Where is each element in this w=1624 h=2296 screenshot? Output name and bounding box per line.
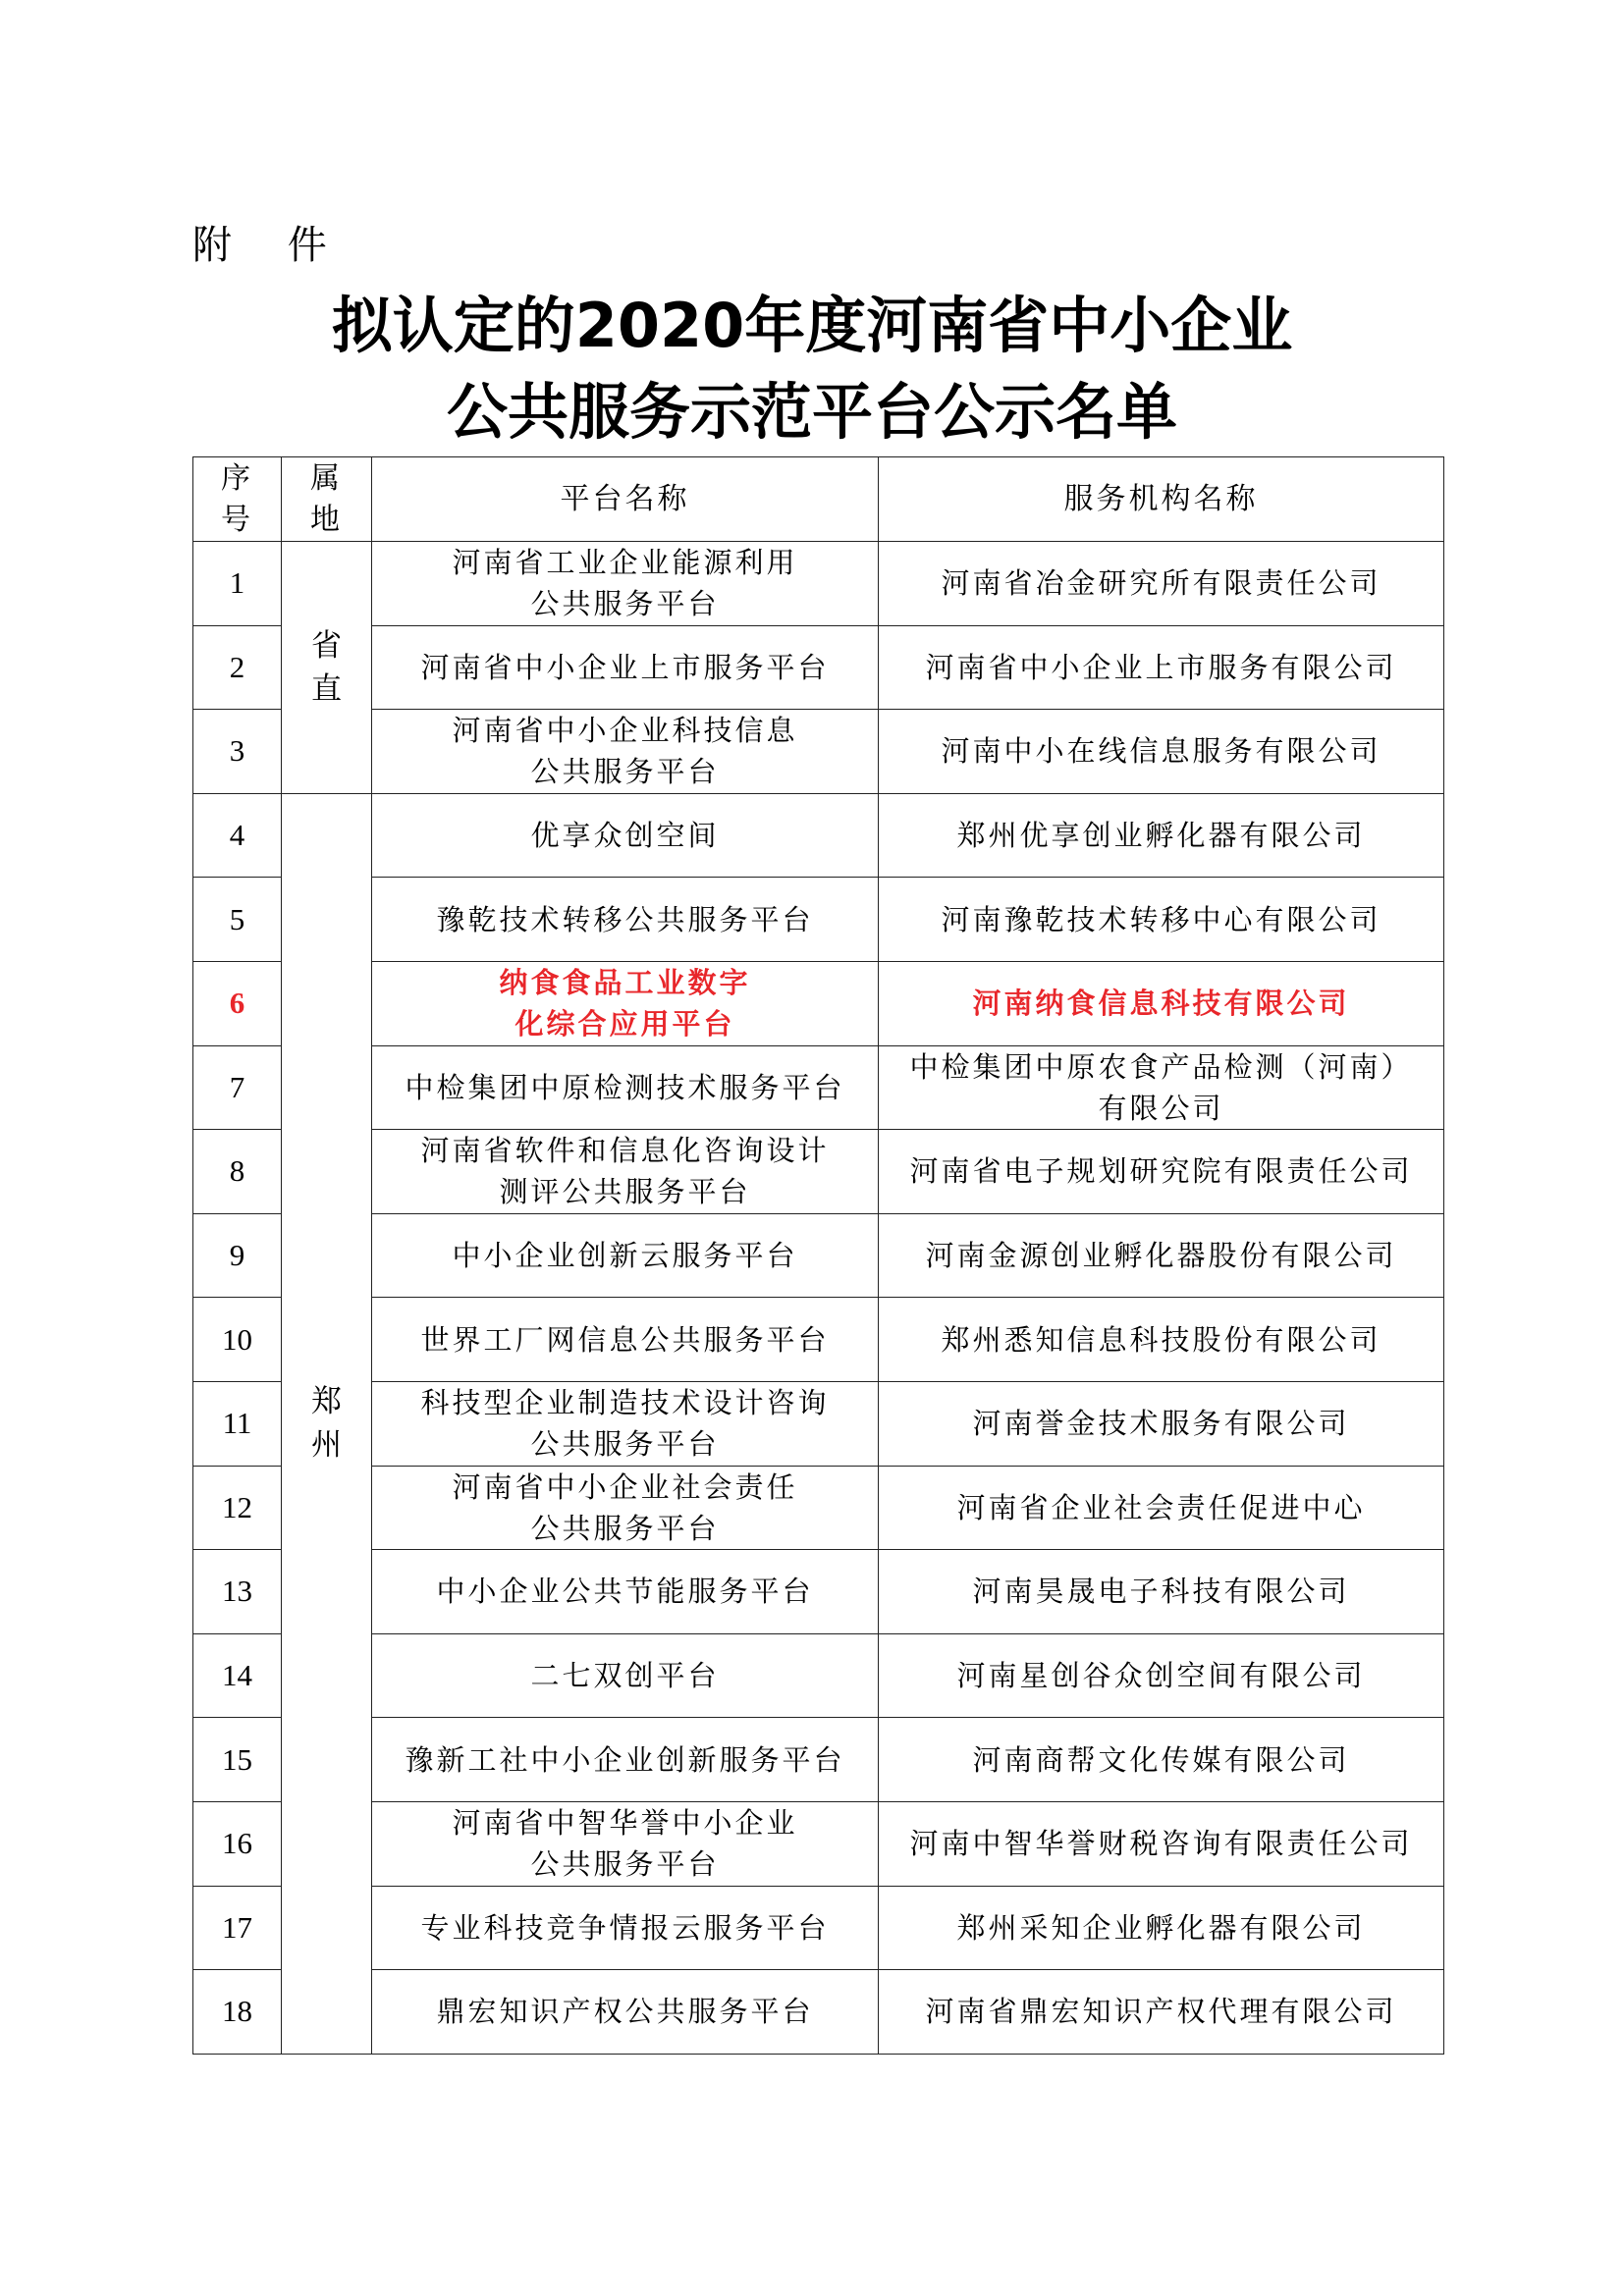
row-org-name: 河南誉金技术服务有限公司 [879,1381,1444,1466]
table-row [193,625,1444,710]
table-row [193,1550,1444,1634]
row-seq: 6 [193,961,282,1045]
table-row [193,793,1444,878]
row-seq: 12 [193,1466,282,1550]
row-org-name: 河南省电子规划研究院有限责任公司 [879,1130,1444,1214]
row-seq: 16 [193,1801,282,1886]
row-platform-name: 河南省中小企业社会责任 公共服务平台 [372,1466,879,1550]
row-seq: 17 [193,1886,282,1970]
row-platform-name: 河南省中小企业上市服务平台 [372,625,879,710]
row-org-name: 郑州优享创业孵化器有限公司 [879,793,1444,878]
header-region: 属地 [282,457,372,542]
row-org-name: 河南昊晟电子科技有限公司 [879,1550,1444,1634]
row-org-name: 河南中智华誉财税咨询有限责任公司 [879,1801,1444,1886]
row-platform-name: 河南省软件和信息化咨询设计 测评公共服务平台 [372,1130,879,1214]
table-row [193,1886,1444,1970]
table-row [193,1801,1444,1886]
page-title-line-2: 公共服务示范平台公示名单 [446,376,1177,448]
row-platform-name: 鼎宏知识产权公共服务平台 [372,1970,879,2055]
row-platform-name: 二七双创平台 [372,1633,879,1718]
table-row [193,710,1444,794]
row-org-name: 河南省鼎宏知识产权代理有限公司 [879,1970,1444,2055]
platform-list-table [192,456,1444,2055]
table-row [193,1466,1444,1550]
region-cell: 省直 [282,542,372,794]
region-cell: 郑州 [282,793,372,2054]
table-row [193,1298,1444,1382]
table-row [193,542,1444,626]
row-platform-name: 河南省工业企业能源利用 公共服务平台 [372,542,879,626]
header-org-name: 服务机构名称 [879,457,1444,542]
row-org-name: 郑州悉知信息科技股份有限公司 [879,1298,1444,1382]
row-seq: 1 [193,542,282,626]
table-row [193,1970,1444,2055]
attachment-label: 附 件 [192,223,349,268]
row-org-name: 河南省冶金研究所有限责任公司 [879,542,1444,626]
row-seq: 13 [193,1550,282,1634]
row-org-name: 河南省中小企业上市服务有限公司 [879,625,1444,710]
row-org-name: 河南省企业社会责任促进中心 [879,1466,1444,1550]
row-org-name: 郑州采知企业孵化器有限公司 [879,1886,1444,1970]
row-platform-name: 河南省中智华誉中小企业 公共服务平台 [372,1801,879,1886]
table-row [193,1213,1444,1298]
row-platform-name: 河南省中小企业科技信息 公共服务平台 [372,710,879,794]
row-platform-name: 中小企业创新云服务平台 [372,1213,879,1298]
row-seq: 2 [193,625,282,710]
row-platform-name: 世界工厂网信息公共服务平台 [372,1298,879,1382]
table-row [193,1045,1444,1130]
row-platform-name: 优享众创空间 [372,793,879,878]
table-row [193,1718,1444,1802]
row-org-name: 中检集团中原农食产品检测（河南） 有限公司 [879,1045,1444,1130]
row-seq: 8 [193,1130,282,1214]
table-header-row [193,457,1444,542]
row-platform-name: 纳食食品工业数字 化综合应用平台 [372,961,879,1045]
row-seq: 18 [193,1970,282,2055]
row-seq: 4 [193,793,282,878]
row-platform-name: 豫乾技术转移公共服务平台 [372,878,879,962]
header-seq: 序号 [193,457,282,542]
row-seq: 5 [193,878,282,962]
row-org-name: 河南豫乾技术转移中心有限公司 [879,878,1444,962]
page-title-line-1: 拟认定的2020年度河南省中小企业 [331,290,1293,361]
header-platform-name: 平台名称 [372,457,879,542]
row-seq: 11 [193,1381,282,1466]
row-platform-name: 中小企业公共节能服务平台 [372,1550,879,1634]
row-platform-name: 科技型企业制造技术设计咨询 公共服务平台 [372,1381,879,1466]
row-org-name: 河南商帮文化传媒有限公司 [879,1718,1444,1802]
table-body [193,542,1444,2055]
table-row [193,961,1444,1045]
row-seq: 3 [193,710,282,794]
row-platform-name: 豫新工社中小企业创新服务平台 [372,1718,879,1802]
row-seq: 15 [193,1718,282,1802]
row-platform-name: 中检集团中原检测技术服务平台 [372,1045,879,1130]
row-org-name: 河南星创谷众创空间有限公司 [879,1633,1444,1718]
row-org-name: 河南中小在线信息服务有限公司 [879,710,1444,794]
row-seq: 9 [193,1213,282,1298]
row-seq: 14 [193,1633,282,1718]
table-row [193,878,1444,962]
table-row [193,1633,1444,1718]
row-org-name: 河南纳食信息科技有限公司 [879,961,1444,1045]
row-platform-name: 专业科技竞争情报云服务平台 [372,1886,879,1970]
row-seq: 10 [193,1298,282,1382]
table-row [193,1381,1444,1466]
table-row [193,1130,1444,1214]
row-seq: 7 [193,1045,282,1130]
row-org-name: 河南金源创业孵化器股份有限公司 [879,1213,1444,1298]
